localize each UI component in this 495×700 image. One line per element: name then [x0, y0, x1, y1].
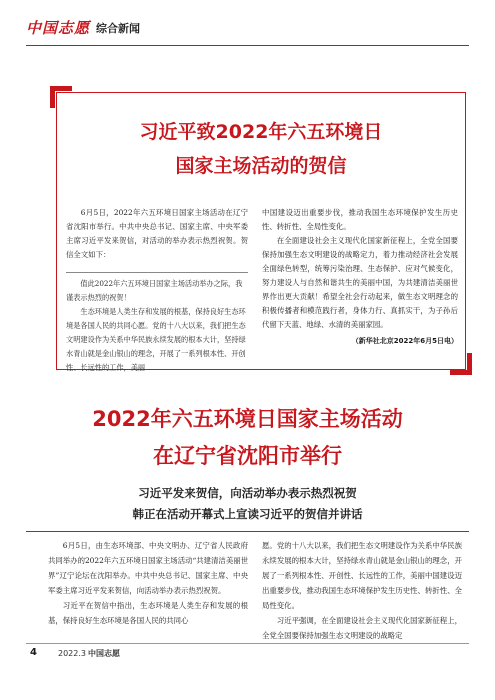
letter-intro: 6月5日，2022年六五环境日国家主场活动在辽宁省沈阳市举行。中共中央总书记、国家主席、中央军委主席习近平发来贺信，对活动的举办表示热烈祝贺。贺信全文如下： [66, 208, 248, 259]
article-right-p1: 愿。党的十八大以来，我们把生态文明建设作为关系中华民族永续发展的根本大计，坚持绿水青山就是金山银山的理念，开展了一系列根本性、开创性、长远性的工作，美丽中国建设迈出重要步伐，推动我国生态环境保护发生历史性、转折性、全局性变化。 [262, 541, 462, 610]
article-title-line-2: 在辽宁省沈阳市举行 [153, 444, 342, 468]
header-divider [26, 45, 469, 46]
news-source: （新华社北京2022年6月5日电） [351, 337, 458, 345]
letter-column-right [262, 206, 458, 348]
letter-quote [66, 272, 248, 375]
letter-column-left [66, 206, 248, 262]
issue-label: 2022.3 [58, 649, 86, 658]
letter-right-p2: 在全面建设社会主义现代化国家新征程上，全党全国要保持加强生态文明建设的战略定力，着力推动经济社会发展全面绿色转型，统筹污染治理、生态保护、应对气候变化，努力建设人与自然和谐共生的美丽中国，为共建清洁美丽世界作出更大贡献！希望全社会行动起来，做生态文明理念的积极传播者和模范践行者，身体力行、真抓实干，为子孙后代留下天蓝、地绿、水清的美丽家园。 [262, 236, 458, 329]
letter-title-line-2: 国家主场活动的贺信 [175, 155, 347, 177]
letter-quote-p2: 生态环境是人类生存和发展的根基，保持良好生态环境是各国人民的共同心愿。党的十八大以来，我们把生态文明建设作为关系中华民族永续发展的根本大计，坚持绿水青山就是金山银山的理念，开展了一系列根本性、开创性、长远性的工作，美丽 [66, 307, 246, 372]
article-column-left [48, 538, 248, 628]
page-number: 4 [30, 647, 37, 658]
article-subtitle-line-2: 韩正在活动开幕式上宣读习近平的贺信并讲话 [132, 507, 363, 521]
section-label: 综合新闻 [96, 22, 140, 35]
article-subtitle-line-1: 习近平发来贺信，向活动举办表示热烈祝贺 [138, 486, 357, 500]
corner-mark [50, 86, 55, 108]
journal-name: 中国志愿 [88, 648, 120, 658]
magazine-logo: 中国志愿 [26, 19, 91, 37]
letter-quote-p1: 值此2022年六五环境日国家主场活动举办之际，我谨表示热烈的祝贺！ [66, 279, 243, 302]
article-column-right [262, 538, 462, 643]
article-left-p2: 习近平在贺信中指出，生态环境是人类生存和发展的根基，保持良好生态环境是各国人民的共同心 [48, 601, 248, 625]
corner-mark [467, 353, 472, 375]
article-right-p2: 习近平强调，在全面建设社会主义现代化国家新征程上，全党全国要保持加强生态文明建设的战略定 [262, 616, 462, 640]
article-divider [26, 531, 469, 532]
article-left-p1: 6月5日，由生态环境部、中央文明办、辽宁省人民政府共同举办的2022年六五环境日国家主场活动“共建清洁美丽世界”辽宁论坛在沈阳举办。中共中央总书记、国家主席、中央军委主席习近平发来贺信，向活动举办表示热烈祝贺。 [48, 541, 248, 595]
letter-title-line-1: 习近平致2022年六五环境日 [139, 121, 383, 143]
article-title-line-1: 2022年六五环境日国家主场活动 [92, 407, 403, 431]
letter-right-p1: 中国建设迈出重要步伐，推动我国生态环境保护发生历史性、转折性、全局性变化。 [262, 208, 458, 231]
footer-divider [26, 643, 469, 644]
